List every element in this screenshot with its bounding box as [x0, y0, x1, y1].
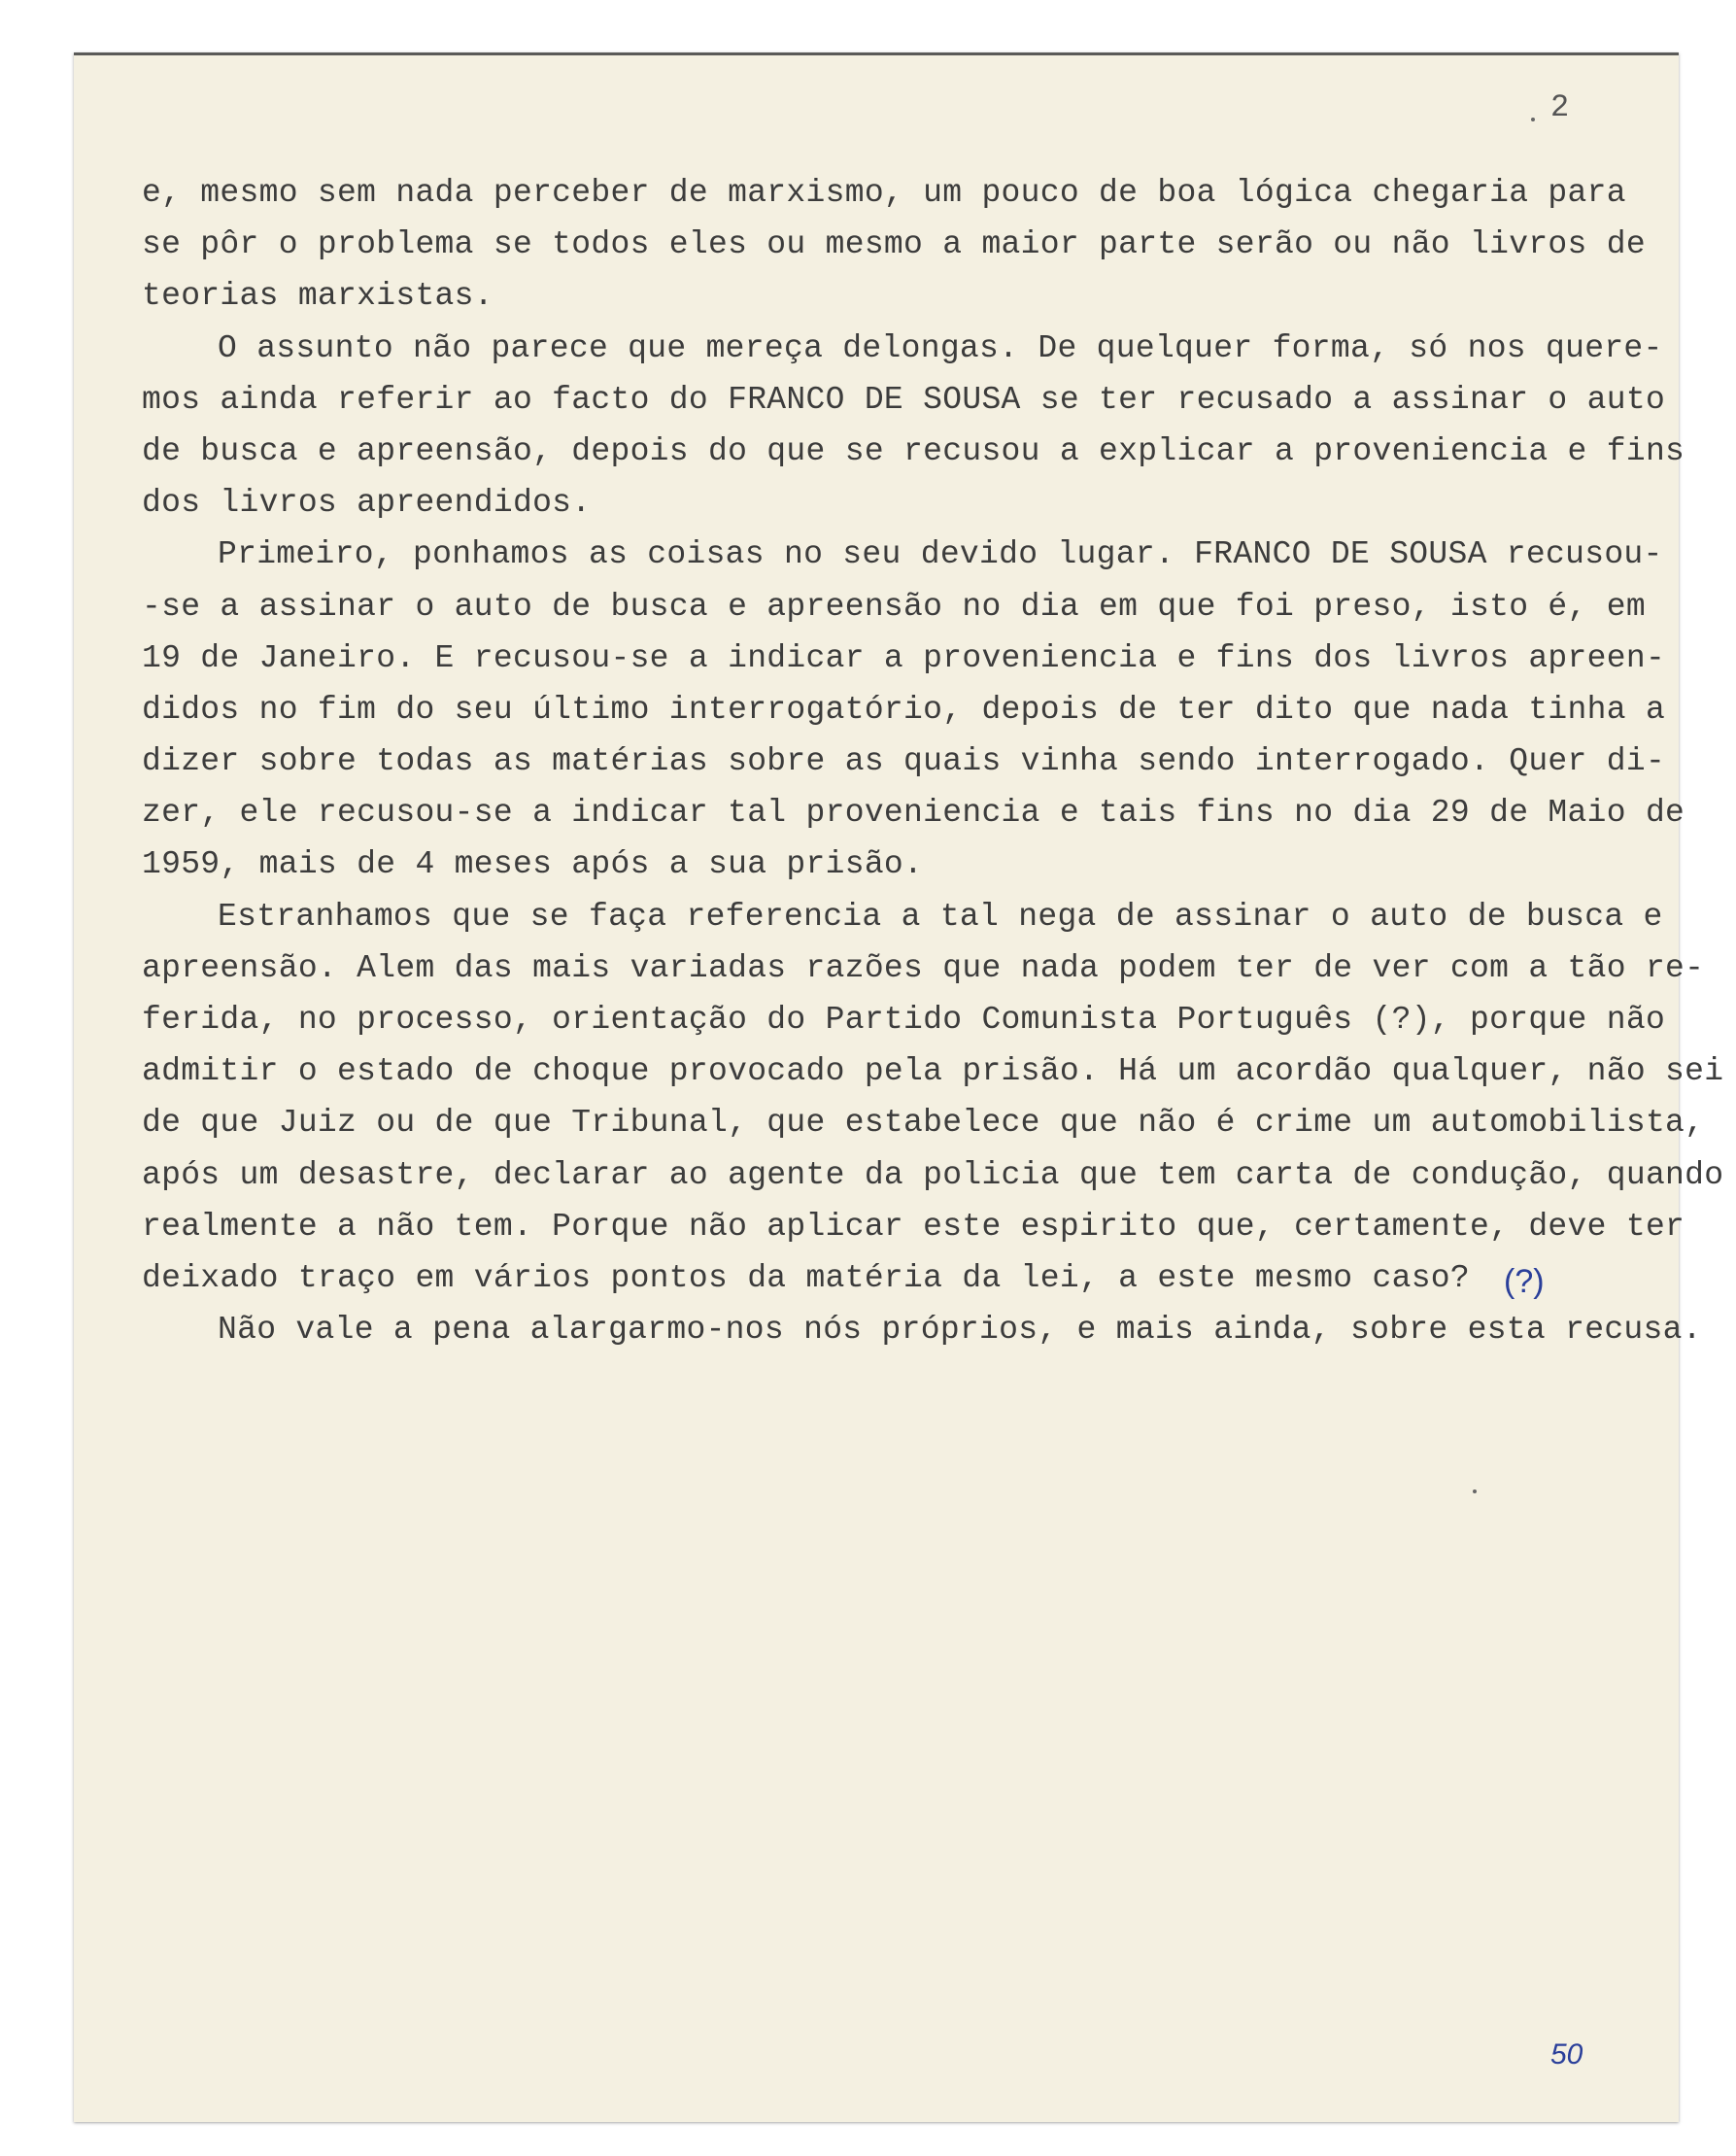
text-line: teorias marxistas.: [142, 278, 494, 315]
page-number: 2: [1550, 89, 1570, 125]
paper-speck: [1473, 1489, 1477, 1493]
text-line: dizer sobre todas as matérias sobre as quais vinha sendo interrogado. Quer di-: [142, 743, 1666, 780]
text-line: realmente a não tem. Porque não aplicar este espirito que, certamente, deve ter: [142, 1208, 1685, 1245]
text-line: zer, ele recusou-se a indicar tal proveniencia e tais fins no dia 29 de Maio de: [142, 795, 1685, 832]
paragraph-start: Primeiro, ponhamos as coisas no seu devido lugar. FRANCO DE SOUSA recusou-: [218, 536, 1663, 573]
typed-text: [142, 167, 1724, 1355]
text-line: admitir o estado de choque provocado pela prisão. Há um acordão qualquer, não sei: [142, 1053, 1724, 1090]
text-line: após um desastre, declarar ao agente da policia que tem carta de condução, quando: [142, 1156, 1724, 1193]
text-line: 1959, mais de 4 meses após a sua prisão.: [142, 846, 924, 883]
text-line: didos no fim do seu último interrogatório, depois de ter dito que nada tinha a: [142, 691, 1666, 728]
paragraph-start: Estranhamos que se faça referencia a tal nega de assinar o auto de busca e: [218, 898, 1663, 935]
text-line: de busca e apreensão, depois do que se recusou a explicar a proveniencia e fins: [142, 432, 1685, 469]
text-line: 19 de Janeiro. E recusou-se a indicar a proveniencia e fins dos livros apreen-: [142, 639, 1666, 676]
paragraph-start: O assunto não parece que mereça delongas. De quelquer forma, só nos quere-: [218, 329, 1663, 366]
text-line: se pôr o problema se todos eles ou mesmo a maior parte serão ou não livros de: [142, 226, 1646, 263]
text-line: mos ainda referir ao facto do FRANCO DE SOUSA se ter recusado a assinar o auto: [142, 381, 1666, 418]
paragraph-start: Não vale a pena alargarmo-nos nós próprios, e mais ainda, sobre esta recusa.: [218, 1312, 1702, 1349]
text-line: apreensão. Alem das mais variadas razões que nada podem ter de ver com a tão re-: [142, 949, 1705, 986]
text-line: dos livros apreendidos.: [142, 485, 592, 522]
text-line: e, mesmo sem nada perceber de marxismo, um pouco de boa lógica chegaria para: [142, 175, 1626, 211]
paper-speck: [1531, 118, 1535, 121]
text-line: -se a assinar o auto de busca e apreensão no dia em que foi preso, isto é, em: [142, 588, 1646, 625]
text-line: deixado traço em vários pontos da matéria da lei, a este mesmo caso?: [142, 1259, 1471, 1296]
text-line: de que Juiz ou de que Tribunal, que estabelece que não é crime um automobilista,: [142, 1105, 1705, 1142]
text-line: ferida, no processo, orientação do Partido Comunista Português (?), porque não: [142, 1002, 1666, 1038]
handwritten-folio-number: 50: [1550, 2038, 1583, 2070]
handwritten-query-mark: (?): [1504, 1263, 1545, 1300]
